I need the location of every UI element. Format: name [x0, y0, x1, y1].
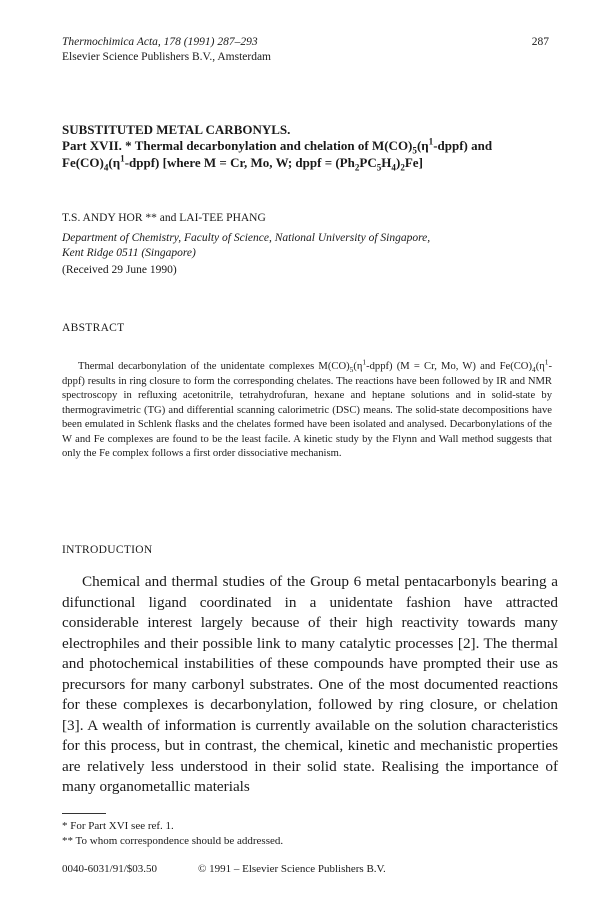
affiliation-line-1: Department of Chemistry, Faculty of Science, National University of Singapore,: [62, 232, 431, 244]
abstract-body: Thermal decarbonylation of the unidentate complexes $M(CO)_5(\eta^1-dppf) (M = Cr$, Mo, W) and $Fe(CO)_4(\eta^1-dppf)$ results in ring closure to form the corresponding chelates. The reactions have been followed by IR and NMR spectroscopy in refluxing acetonitrile, tetrahydrofuran, hexane and heptane solutions and in solid-state by thermogravimetric (TG) and differential scanning calorimetric (DSC) means. The solid-state decompositions have been emulated in Schlenk flasks and the chelates formed have been isolated and analysed. Decarbonylations of the W and Fe complexes are found to be the least facile. A kinetic study by the Flynn and Wall method suggests that only the Fe complex follows a first order dissociative mechanism.: [62, 357, 552, 459]
footer-copyright: © 1991 – Elsevier Science Publishers B.V.: [198, 863, 386, 875]
publisher-line: Elsevier Science Publishers B.V., Amsterdam: [62, 51, 271, 63]
received-date: (Received 29 June 1990): [62, 264, 177, 276]
journal-citation: Thermochimica Acta, 178 (1991) 287–293: [62, 36, 258, 48]
introduction-heading: INTRODUCTION: [62, 544, 153, 556]
footer-issn-price: 0040-6031/91/$03.50: [62, 863, 158, 875]
footnote-rule: [62, 813, 106, 814]
page-number: 287: [531, 36, 549, 48]
affiliation-line-2: Kent Ridge 0511 (Singapore): [62, 247, 196, 259]
series-title: SUBSTITUTED METAL CARBONYLS.: [62, 122, 291, 137]
paper-title: Part XVII. * Thermal decarbonylation and chelation of $M(CO)_5(\eta^1-dppf)$ and $Fe(CO)_4(\eta^1-dppf)$ [where M = Cr, Mo, W; dppf = $(Ph_2PC_5H_4)_2Fe$]: [62, 136, 493, 173]
authors: T.S. ANDY HOR ** and LAI-TEE PHANG: [62, 212, 266, 224]
introduction-body: Chemical and thermal studies of the Group 6 metal pentacarbonyls bearing a difunctional ligand coordinated in a unidentate fashion have attracted considerable interest largely because of their high reactivity towards many electrophiles and their possible link to many catalytic processes [2]. The thermal and photochemical instabilities of these compounds have prompted their use as precursors for many carbonyl substrates. One of the most documented reactions for these complexes is decarbonylation, followed by ring closure, or chelation [3]. A wealth of information is currently available on the solution characteristics for this process, but in contrast, the chemical, kinetic and mechanistic properties are relatively less understood in their solid state. Realising the importance of many organometallic materials: [62, 573, 558, 795]
footnote-2: ** To whom correspondence should be addressed.: [62, 835, 284, 847]
affiliation: [62, 231, 430, 261]
abstract-heading: ABSTRACT: [62, 322, 125, 334]
footnote-1: * For Part XVI see ref. 1.: [62, 820, 174, 832]
